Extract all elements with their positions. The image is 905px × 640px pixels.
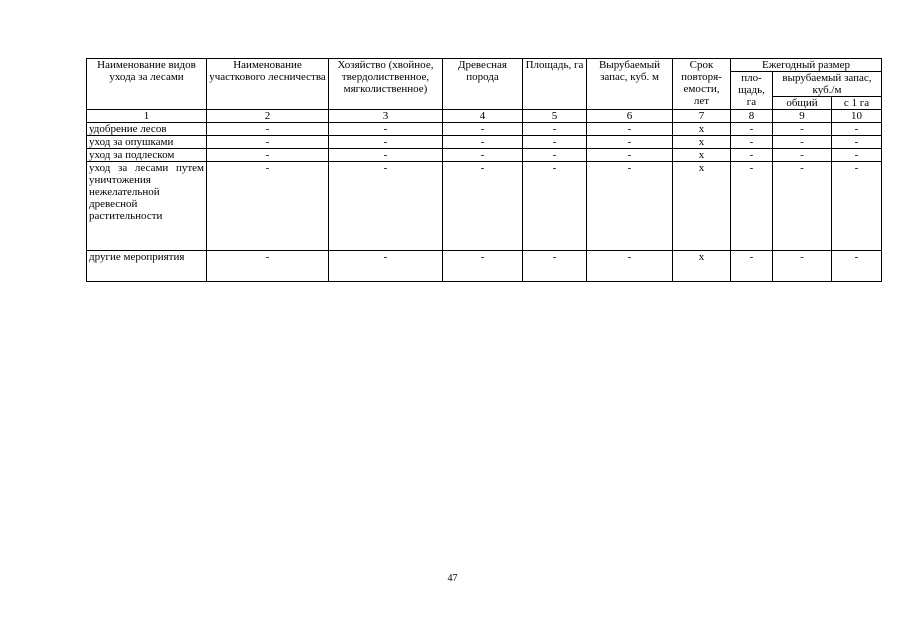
header-forestry-district: Наименование участкового лесничества: [207, 59, 329, 110]
cell-value: -: [731, 251, 773, 282]
header-economy-type: Хозяйство (хвойное, твердолиственное, мягколиственное): [329, 59, 443, 110]
header-annual-size: Ежегодный размер: [731, 59, 882, 72]
cell-value: -: [329, 162, 443, 251]
column-number: 6: [587, 110, 673, 123]
cell-value: -: [329, 149, 443, 162]
column-number: 3: [329, 110, 443, 123]
cell-value: х: [673, 251, 731, 282]
cell-value: х: [673, 149, 731, 162]
column-number: 4: [443, 110, 523, 123]
table-row: [87, 123, 882, 136]
row-name: удобрение лесов: [87, 123, 207, 136]
cell-value: -: [832, 251, 882, 282]
column-number: 8: [731, 110, 773, 123]
table-row: [87, 136, 882, 149]
forest-care-table: [86, 58, 882, 282]
column-number: 2: [207, 110, 329, 123]
column-number: 10: [832, 110, 882, 123]
table-row: [87, 162, 882, 251]
header-work-type: Наименование видов ухода за лесами: [87, 59, 207, 110]
cell-value: -: [731, 149, 773, 162]
cell-value: -: [587, 123, 673, 136]
header-area: Площадь, га: [523, 59, 587, 110]
cell-value: -: [523, 136, 587, 149]
cell-value: -: [329, 136, 443, 149]
cell-value: -: [832, 162, 882, 251]
cell-value: -: [832, 149, 882, 162]
column-number: 9: [773, 110, 832, 123]
cell-value: -: [207, 251, 329, 282]
header-tree-species: Древесная порода: [443, 59, 523, 110]
cell-value: -: [587, 149, 673, 162]
column-number: 1: [87, 110, 207, 123]
page-number: 47: [447, 573, 458, 584]
column-number-row: [87, 110, 882, 123]
cell-value: х: [673, 136, 731, 149]
row-name: уход за лесами путем уничтожения нежелательной древесной растительности: [87, 162, 207, 251]
cell-value: -: [523, 251, 587, 282]
row-name: другие мероприятия: [87, 251, 207, 282]
cell-value: -: [773, 149, 832, 162]
cell-value: -: [207, 149, 329, 162]
header-annual-cut-stock: вырубаемый запас, куб./м: [773, 72, 882, 97]
cell-value: -: [443, 162, 523, 251]
header-total: общий: [773, 97, 832, 110]
cell-value: -: [329, 251, 443, 282]
column-number: 5: [523, 110, 587, 123]
header-cut-stock: Вырубаемый запас, куб. м: [587, 59, 673, 110]
cell-value: -: [443, 123, 523, 136]
cell-value: -: [207, 123, 329, 136]
cell-value: -: [523, 162, 587, 251]
cell-value: х: [673, 123, 731, 136]
cell-value: -: [731, 136, 773, 149]
header-per-hectare: с 1 га: [832, 97, 882, 110]
cell-value: -: [443, 149, 523, 162]
cell-value: -: [731, 162, 773, 251]
cell-value: -: [587, 162, 673, 251]
cell-value: -: [207, 162, 329, 251]
header-repeat-period: Срок повторя-емости, лет: [673, 59, 731, 110]
cell-value: -: [207, 136, 329, 149]
table-row: [87, 149, 882, 162]
row-name: уход за подлеском: [87, 149, 207, 162]
cell-value: -: [773, 162, 832, 251]
header-annual-area: пло-щадь, га: [731, 72, 773, 110]
cell-value: -: [443, 136, 523, 149]
cell-value: -: [832, 136, 882, 149]
cell-value: -: [523, 149, 587, 162]
cell-value: -: [523, 123, 587, 136]
cell-value: -: [731, 123, 773, 136]
column-number: 7: [673, 110, 731, 123]
table-row: [87, 251, 882, 282]
cell-value: -: [587, 136, 673, 149]
row-name: уход за опушками: [87, 136, 207, 149]
cell-value: х: [673, 162, 731, 251]
cell-value: -: [773, 136, 832, 149]
cell-value: -: [587, 251, 673, 282]
cell-value: -: [443, 251, 523, 282]
cell-value: -: [832, 123, 882, 136]
cell-value: -: [329, 123, 443, 136]
cell-value: -: [773, 251, 832, 282]
cell-value: -: [773, 123, 832, 136]
